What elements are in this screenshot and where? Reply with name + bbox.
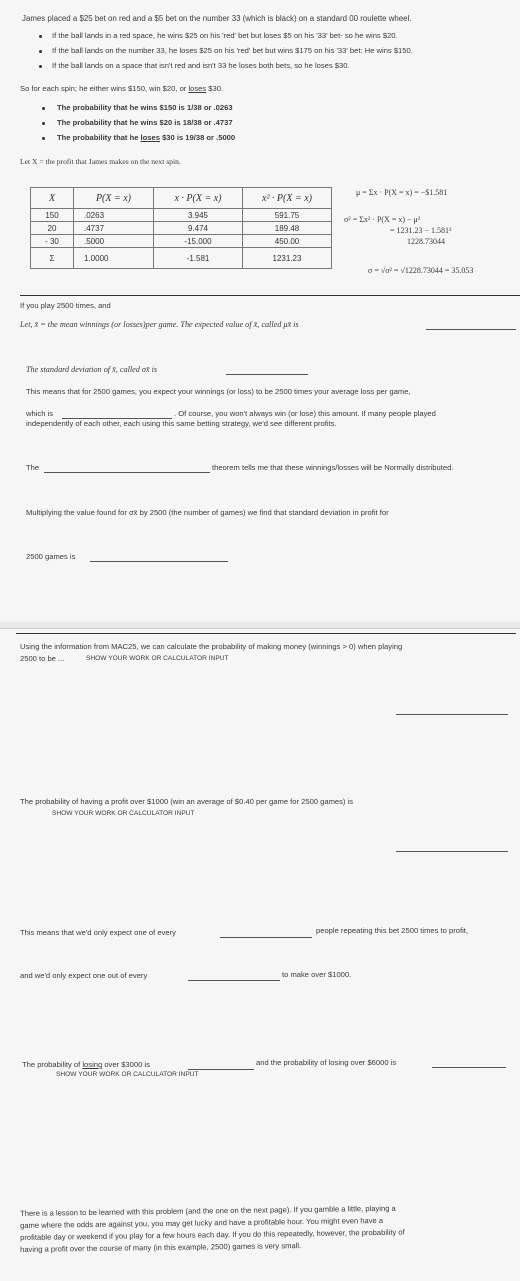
table-cell: 3.945 xyxy=(154,209,243,222)
outcomes-summary: So for each spin; he either wins $150, win $20, or loses $30. xyxy=(20,84,224,93)
sigma-symbol: Σ xyxy=(31,248,74,269)
the-label: The xyxy=(26,463,40,472)
answer-blank-one-out-of[interactable] xyxy=(188,980,280,981)
table-sum-row xyxy=(31,248,332,269)
table-row xyxy=(31,222,332,235)
answer-blank-expected-value[interactable] xyxy=(426,329,516,330)
column-header: X xyxy=(31,188,74,209)
probability-bullet-20: The probability that he wins $20 is 18/38 or .4737 xyxy=(57,118,233,127)
independent-text: independently of each other, each using this same betting strategy, we'd see different profits. xyxy=(26,419,337,428)
answer-blank-sd-xbar[interactable] xyxy=(226,374,308,375)
probability-bullet-150: The probability that he wins $150 is 1/38 or .0263 xyxy=(57,103,233,112)
mac25-text-cont: 2500 to be ... xyxy=(20,654,65,663)
answer-blank-people-count[interactable] xyxy=(220,937,312,938)
variance-value: 1228.73044 xyxy=(407,237,445,246)
random-variable-definition: Let X = the profit that James makes on the next spin. xyxy=(20,157,181,166)
worksheet-page-1 xyxy=(0,0,520,622)
probability-table xyxy=(30,187,332,269)
answer-blank-theorem[interactable] xyxy=(44,472,210,473)
bullet-dot xyxy=(42,122,45,125)
losing-6000-text: and the probability of losing over $6000 is xyxy=(256,1058,397,1067)
bullet-dot xyxy=(42,107,45,110)
of-course-text: . Of course, you won't always win (or lose) this amount. If many people played xyxy=(174,409,436,418)
outcome-bullet-red: If the ball lands in a red space, he wins $25 on his 'red' bet but loses $5 on his '33' bet- so he wins $20. xyxy=(52,31,398,40)
show-work-note: SHOW YOUR WORK OR CALCULATOR INPUT xyxy=(56,1071,199,1078)
divider-line xyxy=(20,295,520,296)
table-cell: 150 xyxy=(31,209,74,222)
answer-blank-prob-profit[interactable] xyxy=(396,714,508,715)
table-cell: -15.000 xyxy=(154,235,243,248)
to-make-text: to make over $1000. xyxy=(282,970,352,979)
bullet-dot xyxy=(42,137,45,140)
table-row xyxy=(31,235,332,248)
means-line-text: This means that for 2500 games, you expect your winnings (or loss) to be 2500 times your average loss per game, xyxy=(26,387,411,396)
lesson-line: profitable day or weekend if you play for a few hours each day. If you do this repeatedly, however, the probability of xyxy=(20,1227,405,1242)
theorem-text: theorem tells me that these winnings/losses will be Normally distributed. xyxy=(212,463,454,472)
intro-text: James placed a $25 bet on red and a $5 bet on the number 33 (which is black) on a standard 00 roulette wheel. xyxy=(22,14,412,23)
play-2500-text: If you play 2500 times, and xyxy=(20,301,111,310)
page-top-rule xyxy=(16,633,516,634)
show-work-note: SHOW YOUR WORK OR CALCULATOR INPUT xyxy=(86,655,229,662)
table-cell: 9.474 xyxy=(154,222,243,235)
lesson-line: There is a lesson to be learned with this problem (and the one on the next page). If you gamble a little, playing a xyxy=(20,1203,396,1218)
table-row xyxy=(31,209,332,222)
column-header: x · P(X = x) xyxy=(154,188,243,209)
table-cell: .5000 xyxy=(74,235,154,248)
bullet-dot xyxy=(39,65,42,68)
outcome-bullet-other: If the ball lands on a space that isn't red and isn't 33 he loses both bets, so he loses $30. xyxy=(52,61,350,70)
profit-1000-text: The probability of having a profit over $1000 (win an average of $0.40 per game for 2500 games) is xyxy=(20,797,354,806)
lesson-line: game where the odds are against you, you may get lucky and have a profitable hour. You might even have a xyxy=(20,1215,384,1230)
people-repeating-text: people repeating this bet 2500 times to profit, xyxy=(316,926,468,935)
mean-formula: μ = Σx · P(X = x) = −$1.581 xyxy=(356,188,448,197)
answer-blank-losing-6000[interactable] xyxy=(432,1067,506,1068)
table-cell: -1.581 xyxy=(154,248,243,269)
games-is-label: 2500 games is xyxy=(26,552,76,561)
answer-blank-prob-1000[interactable] xyxy=(396,851,508,852)
table-cell: 1.0000 xyxy=(74,248,154,269)
losing-3000-text: The probability of losing over $3000 is xyxy=(22,1060,150,1069)
bullet-dot xyxy=(39,50,42,53)
expect-one-2-text: and we'd only expect one out of every xyxy=(20,971,148,980)
table-cell: 450.00 xyxy=(243,235,332,248)
column-header: x² · P(X = x) xyxy=(243,188,332,209)
column-header: P(X = x) xyxy=(74,188,154,209)
expect-one-text: This means that we'd only expect one of every xyxy=(20,928,176,937)
table-header-row xyxy=(31,188,332,209)
show-work-note: SHOW YOUR WORK OR CALCULATOR INPUT xyxy=(52,810,195,817)
table-cell: 1231.23 xyxy=(243,248,332,269)
table-cell: 20 xyxy=(31,222,74,235)
multiply-text: Multiplying the value found for σx̄ by 2500 (the number of games) we find that standard deviation in profit for xyxy=(26,508,389,517)
which-is-label: which is xyxy=(26,409,54,418)
mac25-text: Using the information from MAC25, we can calculate the probability of making money (winnings > 0) when playing xyxy=(20,642,403,651)
variance-formula: σ² = Σx² · P(X = x) − μ² xyxy=(344,215,421,224)
sd-xbar-prompt: The standard deviation of x̄, called σx̄ is xyxy=(26,365,158,374)
table-cell: - 30 xyxy=(31,235,74,248)
answer-blank-sd-profit[interactable] xyxy=(90,561,228,562)
variance-step: = 1231.23 − 1.581² xyxy=(390,226,452,235)
table-cell: 591.75 xyxy=(243,209,332,222)
table-cell: .4737 xyxy=(74,222,154,235)
table-cell: .0263 xyxy=(74,209,154,222)
lesson-line: having a profit over the course of many (in this example, 2500) games is very small. xyxy=(20,1241,302,1254)
outcome-bullet-33: If the ball lands on the number 33, he loses $25 on his 'red' bet but wins $175 on his '33' bet: He wins $150. xyxy=(52,46,413,55)
sd-formula: σ = √σ² = √1228.73044 = 35.053 xyxy=(368,266,474,275)
table-cell: 189.48 xyxy=(243,222,332,235)
bullet-dot xyxy=(39,35,42,38)
expected-value-xbar-prompt: Let, x̄ = the mean winnings (or losses)per game. The expected value of x̄, called μx̄ is xyxy=(20,320,299,329)
worksheet-page-2 xyxy=(0,628,520,1281)
probability-bullet-30: The probability that he loses $30 is 19/38 or .5000 xyxy=(57,133,236,142)
